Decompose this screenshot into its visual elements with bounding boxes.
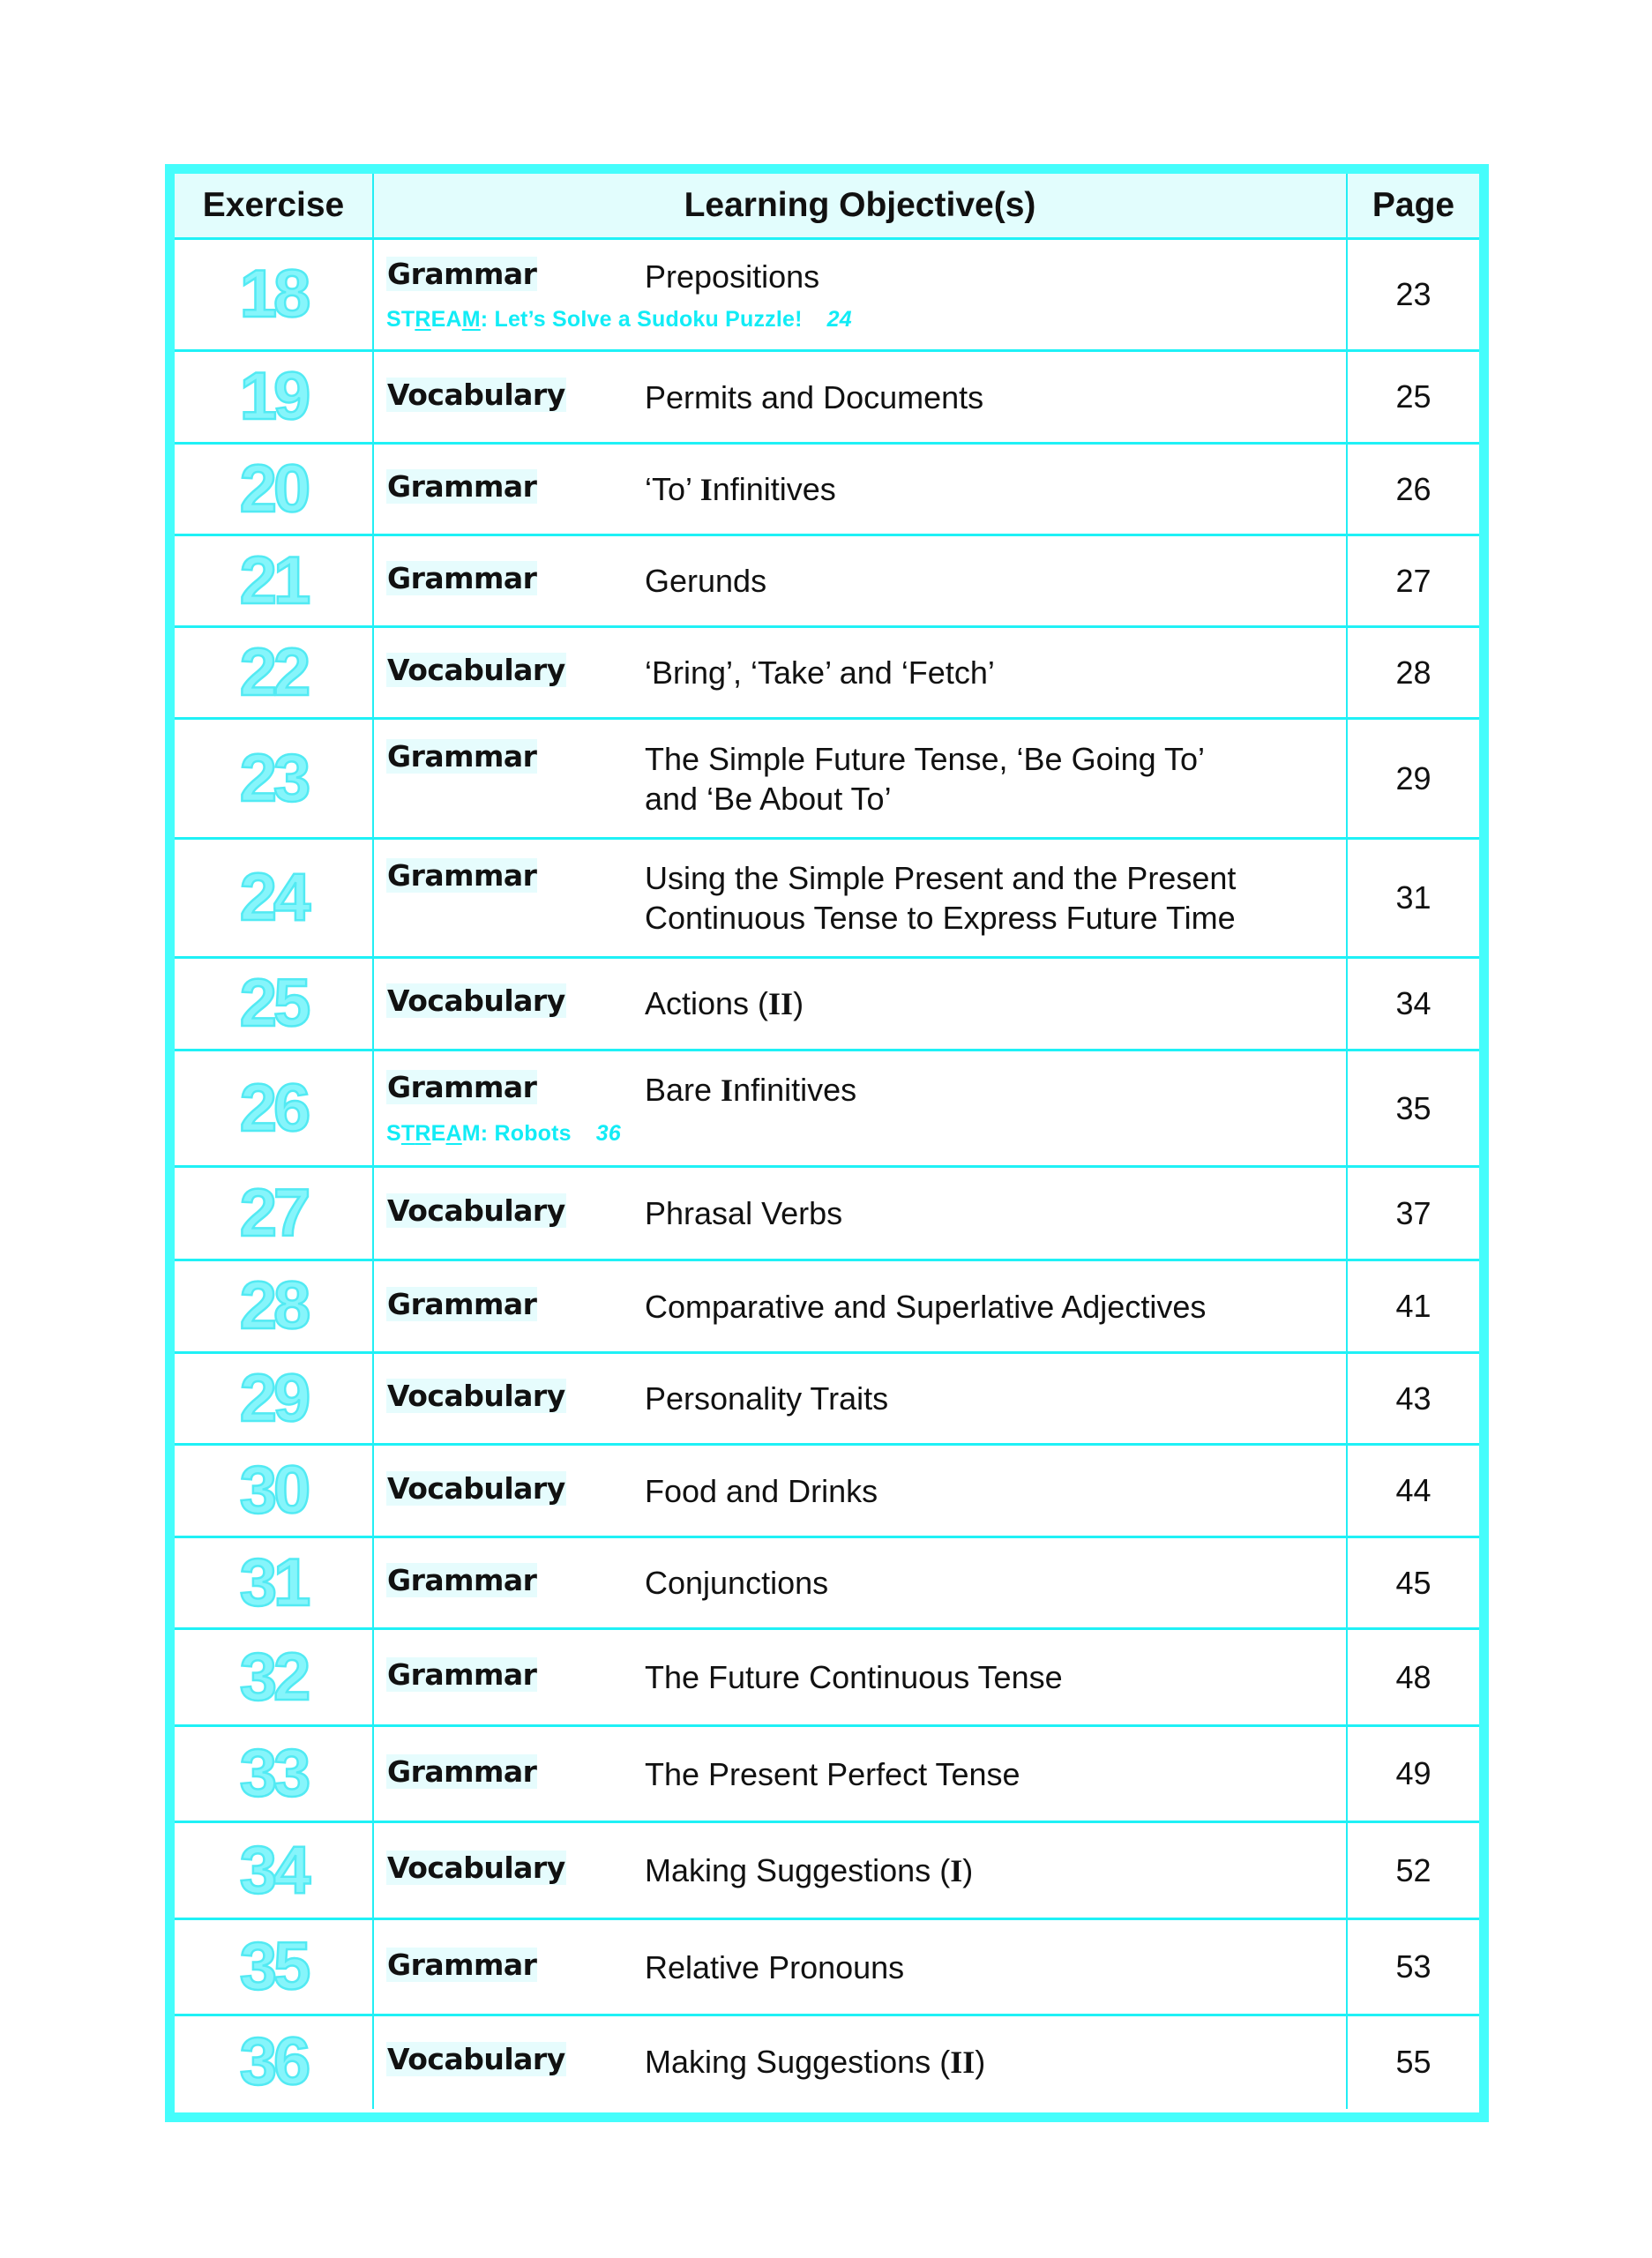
exercise-number: 29 bbox=[175, 1353, 373, 1445]
table-row[interactable] bbox=[175, 627, 1479, 719]
table-of-contents bbox=[175, 174, 1479, 2109]
page-number: 26 bbox=[1347, 444, 1479, 535]
page-number: 44 bbox=[1347, 1445, 1479, 1537]
category-label: Grammar bbox=[387, 561, 537, 595]
page-number: 31 bbox=[1347, 839, 1479, 958]
page-number: 23 bbox=[1347, 239, 1479, 351]
objective-text: The Simple Future Tense, ‘Be Going To’ and ‘Be About To’ bbox=[645, 740, 1206, 817]
objective-text: Making Suggestions (II) bbox=[645, 2044, 986, 2081]
page-number: 35 bbox=[1347, 1050, 1479, 1167]
header-learning-objectives: Learning Objective(s) bbox=[373, 174, 1347, 239]
objective-text: Making Suggestions (I) bbox=[645, 1851, 974, 1888]
exercise-number: 27 bbox=[175, 1167, 373, 1260]
objective-cell bbox=[373, 1445, 1347, 1537]
category-label: Grammar bbox=[387, 1070, 537, 1104]
exercise-number: 28 bbox=[175, 1260, 373, 1353]
header-page: Page bbox=[1347, 174, 1479, 239]
page-number: 28 bbox=[1347, 627, 1479, 719]
table-row[interactable] bbox=[175, 1822, 1479, 1919]
table-row[interactable] bbox=[175, 1050, 1479, 1167]
category-label: Grammar bbox=[387, 738, 537, 774]
page-number: 29 bbox=[1347, 719, 1479, 839]
stream-link[interactable]: STREAM: Let’s Solve a Sudoku Puzzle! 24 bbox=[386, 307, 852, 332]
objective-cell bbox=[373, 839, 1347, 958]
exercise-number: 30 bbox=[175, 1445, 373, 1537]
page-number: 43 bbox=[1347, 1353, 1479, 1445]
table-of-contents-frame bbox=[165, 164, 1489, 2122]
stream-link[interactable]: STREAM: Robots 36 bbox=[386, 1121, 621, 1146]
table-row[interactable] bbox=[175, 2015, 1479, 2109]
objective-text: Prepositions bbox=[645, 258, 820, 295]
page-number: 37 bbox=[1347, 1167, 1479, 1260]
objective-cell bbox=[373, 719, 1347, 839]
table-row[interactable] bbox=[175, 444, 1479, 535]
table-row[interactable] bbox=[175, 1629, 1479, 1726]
category-label: Grammar bbox=[387, 858, 537, 893]
objective-cell bbox=[373, 958, 1347, 1050]
table-row[interactable] bbox=[175, 1919, 1479, 2015]
exercise-number: 25 bbox=[175, 958, 373, 1050]
stream-page: 24 bbox=[826, 307, 852, 332]
exercise-number: 33 bbox=[175, 1726, 373, 1822]
page-number: 48 bbox=[1347, 1629, 1479, 1726]
category-label: Grammar bbox=[387, 1286, 537, 1321]
objective-cell bbox=[373, 1629, 1347, 1726]
page-number: 25 bbox=[1347, 351, 1479, 444]
exercise-number: 21 bbox=[175, 535, 373, 627]
page-number: 27 bbox=[1347, 535, 1479, 627]
table-row[interactable] bbox=[175, 1260, 1479, 1353]
table-row[interactable] bbox=[175, 1167, 1479, 1260]
objective-cell bbox=[373, 1537, 1347, 1629]
objective-text: Permits and Documents bbox=[645, 378, 984, 415]
page-number: 49 bbox=[1347, 1726, 1479, 1822]
objective-text: ‘To’ Infinitives bbox=[645, 470, 836, 507]
category-label: Vocabulary bbox=[387, 1850, 565, 1885]
page-number: 34 bbox=[1347, 958, 1479, 1050]
objective-cell bbox=[373, 535, 1347, 627]
category-label: Vocabulary bbox=[387, 1379, 565, 1413]
objective-text: Personality Traits bbox=[645, 1380, 889, 1417]
objective-text: The Future Continuous Tense bbox=[645, 1659, 1063, 1695]
objective-cell bbox=[373, 351, 1347, 444]
objective-text: Bare Infinitives bbox=[645, 1072, 857, 1108]
table-row[interactable] bbox=[175, 239, 1479, 351]
objective-text: Using the Simple Present and the Present Continuous Tense to Express Future Time bbox=[645, 860, 1237, 936]
table-row[interactable] bbox=[175, 958, 1479, 1050]
objective-cell bbox=[373, 1822, 1347, 1919]
page-number: 55 bbox=[1347, 2015, 1479, 2109]
objective-cell bbox=[373, 239, 1347, 351]
category-label: Grammar bbox=[387, 468, 537, 504]
table-row[interactable] bbox=[175, 1353, 1479, 1445]
page-number: 53 bbox=[1347, 1919, 1479, 2015]
objective-cell bbox=[373, 1353, 1347, 1445]
exercise-number: 34 bbox=[175, 1822, 373, 1919]
exercise-number: 26 bbox=[175, 1050, 373, 1167]
category-label: Grammar bbox=[387, 257, 537, 291]
exercise-number: 19 bbox=[175, 351, 373, 444]
category-label: Grammar bbox=[387, 1657, 537, 1692]
category-label: Vocabulary bbox=[387, 1193, 565, 1228]
exercise-number: 36 bbox=[175, 2015, 373, 2109]
objective-text: Phrasal Verbs bbox=[645, 1195, 843, 1231]
category-label: Vocabulary bbox=[387, 653, 565, 687]
objective-cell bbox=[373, 1050, 1347, 1167]
page-number: 52 bbox=[1347, 1822, 1479, 1919]
header-exercise: Exercise bbox=[175, 174, 373, 239]
table-row[interactable] bbox=[175, 719, 1479, 839]
objective-cell bbox=[373, 2015, 1347, 2109]
page-number: 41 bbox=[1347, 1260, 1479, 1353]
table-row[interactable] bbox=[175, 1726, 1479, 1822]
objective-text: Relative Pronouns bbox=[645, 1948, 905, 1985]
exercise-number: 22 bbox=[175, 627, 373, 719]
objective-text: Comparative and Superlative Adjectives bbox=[645, 1288, 1207, 1325]
page-number: 45 bbox=[1347, 1537, 1479, 1629]
objective-text: The Present Perfect Tense bbox=[645, 1755, 1020, 1792]
table-row[interactable] bbox=[175, 1537, 1479, 1629]
objective-text: Gerunds bbox=[645, 563, 767, 599]
exercise-number: 18 bbox=[175, 239, 373, 351]
exercise-number: 23 bbox=[175, 719, 373, 839]
objective-text: Food and Drinks bbox=[645, 1472, 878, 1509]
category-label: Vocabulary bbox=[387, 983, 565, 1018]
table-row[interactable] bbox=[175, 351, 1479, 444]
category-label: Vocabulary bbox=[387, 1470, 565, 1506]
objective-cell bbox=[373, 1167, 1347, 1260]
category-label: Vocabulary bbox=[387, 377, 565, 412]
stream-page: 36 bbox=[595, 1121, 621, 1146]
objective-cell bbox=[373, 1260, 1347, 1353]
objective-cell bbox=[373, 1726, 1347, 1822]
exercise-number: 24 bbox=[175, 839, 373, 958]
objective-cell bbox=[373, 444, 1347, 535]
category-label: Grammar bbox=[387, 1947, 537, 1982]
category-label: Grammar bbox=[387, 1563, 537, 1597]
objective-cell bbox=[373, 627, 1347, 719]
objective-cell bbox=[373, 1919, 1347, 2015]
objective-text: Conjunctions bbox=[645, 1565, 829, 1601]
table-row[interactable] bbox=[175, 1445, 1479, 1537]
objective-text: Actions (II) bbox=[645, 985, 804, 1021]
exercise-number: 35 bbox=[175, 1919, 373, 2015]
category-label: Vocabulary bbox=[387, 2042, 565, 2077]
table-row[interactable] bbox=[175, 535, 1479, 627]
objective-text: ‘Bring’, ‘Take’ and ‘Fetch’ bbox=[645, 654, 995, 691]
exercise-number: 31 bbox=[175, 1537, 373, 1629]
category-label: Grammar bbox=[387, 1753, 537, 1789]
exercise-number: 32 bbox=[175, 1629, 373, 1726]
header-row bbox=[175, 174, 1479, 239]
exercise-number: 20 bbox=[175, 444, 373, 535]
table-row[interactable] bbox=[175, 839, 1479, 958]
